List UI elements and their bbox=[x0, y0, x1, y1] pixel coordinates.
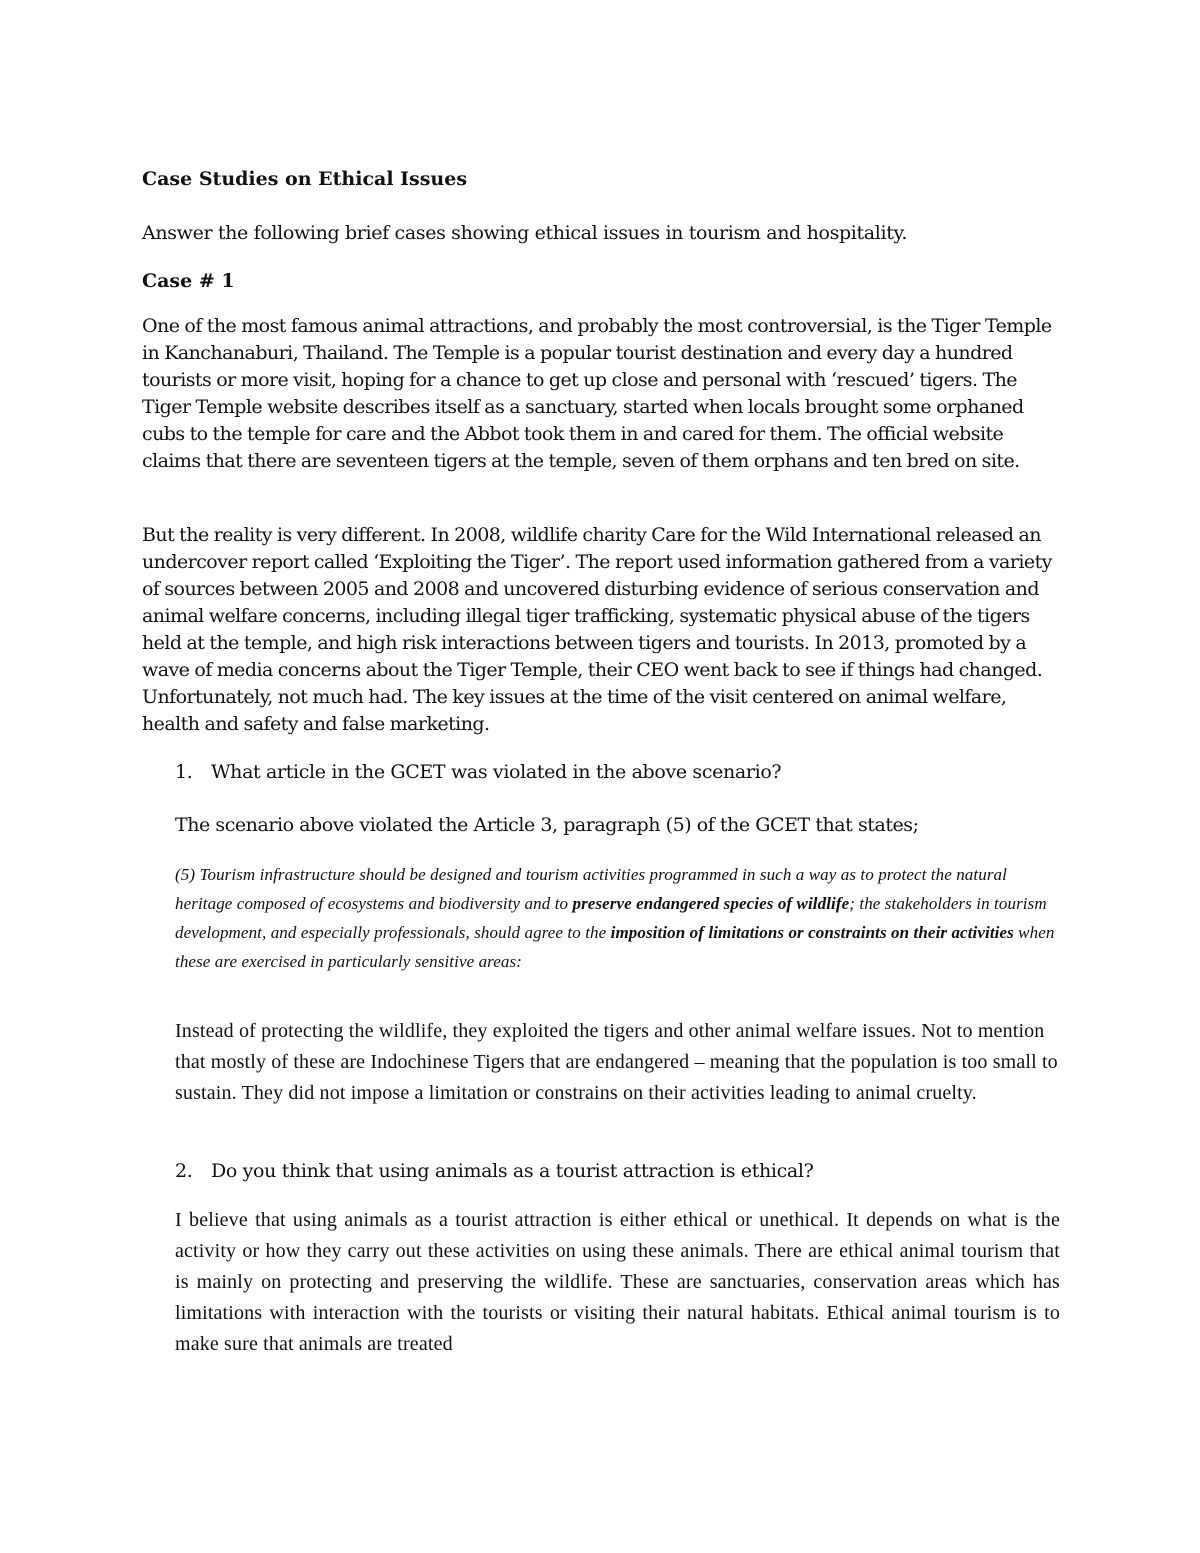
intro-text: Answer the following brief cases showing ethical issues in tourism and hospitality. bbox=[142, 222, 908, 244]
gcet-quote bbox=[175, 860, 1055, 976]
question-1-text: What article in the GCET was violated in the above scenario? bbox=[211, 761, 782, 783]
quote-bold-1: preserve endangered species of wildlife bbox=[572, 894, 850, 913]
question-1-number: 1. bbox=[175, 761, 193, 783]
case-heading: Case # 1 bbox=[142, 270, 235, 292]
question-2-number: 2. bbox=[175, 1160, 193, 1182]
question-1 bbox=[175, 761, 781, 783]
case-paragraph-1: One of the most famous animal attractions, and probably the most controversial, is the Tiger Temple in Kanchanaburi, Thailand. The Temple is a popular tourist destination and every day a hundred tourists or more visit, hoping for a chance to get up close and personal with ‘rescued’ tigers. The Tiger Temple website describes itself as a sanctuary, started when locals brought some orphaned cubs to the temple for care and the Abbot took them in and cared for them. The official website claims that there are seventeen tigers at the temple, seven of them orphans and ten bred on site. bbox=[142, 315, 1052, 472]
quote-part-1: (5) Tourism infrastructure should be designed and tourism activities programmed in such a way as to protect the natural heritage composed of ecosystems and biodiversity and to bbox=[175, 865, 1007, 913]
quote-bold-2: imposition of limitations or constraints on their activities bbox=[610, 923, 1014, 942]
answer-1-lead: The scenario above violated the Article 3, paragraph (5) of the GCET that states; bbox=[175, 814, 919, 836]
question-2-text: Do you think that using animals as a tourist attraction is ethical? bbox=[211, 1160, 814, 1182]
quote-part-3: when these are exercised in particularly sensitive areas: bbox=[175, 923, 1055, 971]
question-2 bbox=[175, 1160, 813, 1182]
quote-part-2: ; the stakeholders in tourism development, and especially professionals, should agree to the bbox=[175, 894, 1047, 942]
answer-1-body: Instead of protecting the wildlife, they exploited the tigers and other animal welfare issues. Not to mention that mostly of these are Indochinese Tigers that are endangered – meaning that the population is too small to sustain. They did not impose a limitation or constrains on their activities leading to animal cruelty. bbox=[175, 1020, 1058, 1104]
answer-2-body: I believe that using animals as a tourist attraction is either ethical or unethical. It depends on what is the activity or how they carry out these activities on using these animals. There are ethical animal tourism that is mainly on protecting and preserving the wildlife. These are sanctuaries, conservation areas which has limitations with interaction with the tourists or visiting their natural habitats. Ethical animal tourism is to make sure that animals are treated bbox=[175, 1209, 1060, 1355]
case-paragraph-2: But the reality is very different. In 2008, wildlife charity Care for the Wild International released an undercover report called ‘Exploiting the Tiger’. The report used information gathered from a variety of sources between 2005 and 2008 and uncovered disturbing evidence of serious conservation and animal welfare concerns, including illegal tiger trafficking, systematic physical abuse of the tigers held at the temple, and high risk interactions between tigers and tourists. In 2013, promoted by a wave of media concerns about the Tiger Temple, their CEO went back to see if things had changed. Unfortunately, not much had. The key issues at the time of the visit centered on animal welfare, health and safety and false marketing. bbox=[142, 524, 1052, 735]
document-title: Case Studies on Ethical Issues bbox=[142, 168, 468, 190]
